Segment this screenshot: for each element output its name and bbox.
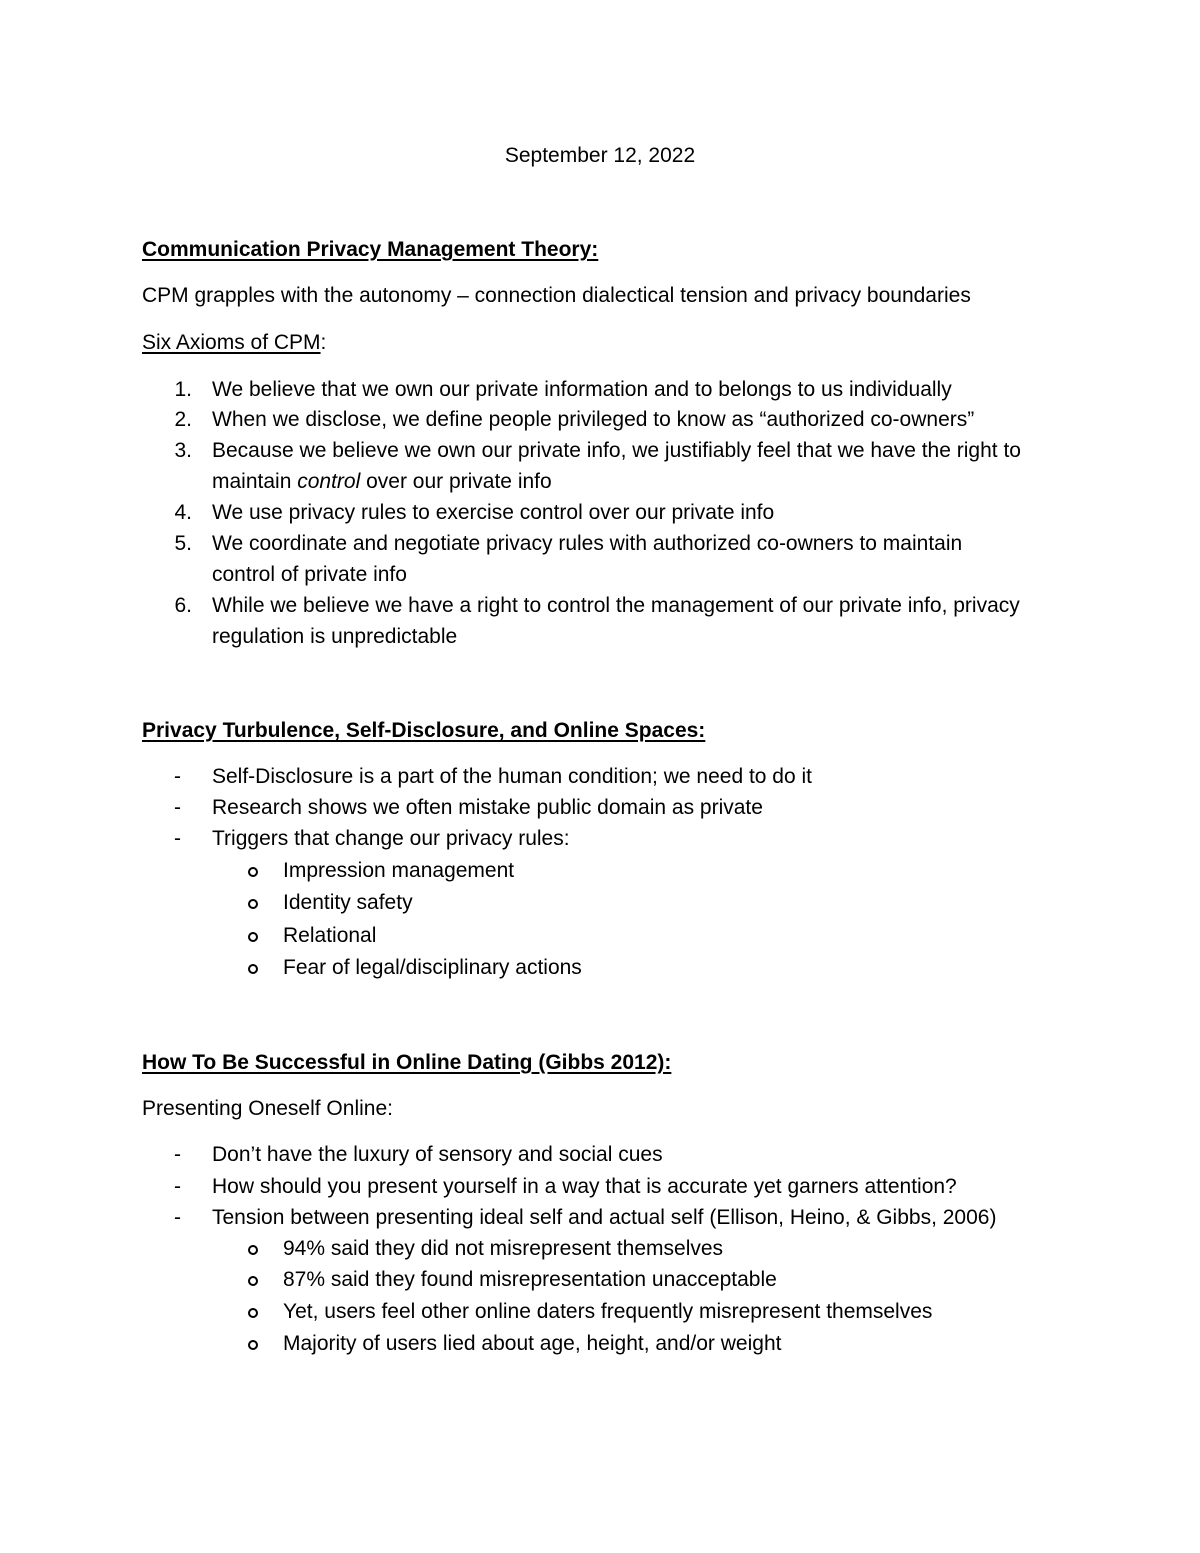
- axiom-text: While we believe we have a right to control the management of our private info, privacy: [212, 594, 1020, 617]
- axioms-label-colon: :: [320, 331, 327, 354]
- axiom-number: 4.: [174, 501, 192, 524]
- axiom-text-part: maintain: [212, 470, 298, 493]
- cpm-intro: CPM grapples with the autonomy – connection dialectical tension and privacy boundaries: [142, 284, 971, 307]
- bullet-text: How should you present yourself in a way that is accurate yet garners attention?: [212, 1175, 957, 1198]
- dash-bullet-icon: -: [174, 1175, 181, 1198]
- sub-bullet-text: 87% said they found misrepresentation unacceptable: [283, 1268, 777, 1291]
- axiom-number: 6.: [174, 594, 192, 617]
- document-date: September 12, 2022: [504, 144, 696, 167]
- circle-bullet-icon: [248, 899, 258, 909]
- sub-bullet-text: Yet, users feel other online daters frequently misrepresent themselves: [283, 1300, 933, 1323]
- dash-bullet-icon: -: [174, 827, 181, 850]
- axiom-number: 2.: [174, 408, 192, 431]
- bullet-text: Don’t have the luxury of sensory and social cues: [212, 1143, 663, 1166]
- dash-bullet-icon: -: [174, 765, 181, 788]
- sub-bullet-text: Majority of users lied about age, height, and/or weight: [283, 1332, 782, 1355]
- axiom-text-continued: control of private info: [212, 563, 407, 586]
- circle-bullet-icon: [248, 1308, 258, 1318]
- sub-bullet-text: Fear of legal/disciplinary actions: [283, 956, 582, 979]
- emphasis-control: control: [297, 470, 361, 493]
- axiom-text: When we disclose, we define people privileged to know as “authorized co-owners”: [212, 408, 975, 431]
- sub-bullet-text: Identity safety: [283, 891, 413, 914]
- axiom-text-continued: regulation is unpredictable: [212, 625, 458, 648]
- section-heading-online-dating: How To Be Successful in Online Dating (Gibbs 2012):: [142, 1051, 672, 1074]
- circle-bullet-icon: [248, 1276, 258, 1286]
- sub-bullet-text: Impression management: [283, 859, 515, 882]
- bullet-text: Research shows we often mistake public domain as private: [212, 796, 763, 819]
- axiom-number: 3.: [174, 439, 192, 462]
- subheading-presenting-oneself: Presenting Oneself Online:: [142, 1097, 393, 1120]
- circle-bullet-icon: [248, 1340, 258, 1350]
- dash-bullet-icon: -: [174, 796, 181, 819]
- axiom-text: We use privacy rules to exercise control over our private info: [212, 501, 775, 524]
- circle-bullet-icon: [248, 1245, 258, 1255]
- sub-bullet-text: Relational: [283, 924, 377, 947]
- bullet-text: Tension between presenting ideal self and actual self (Ellison, Heino, & Gibbs, 2006): [212, 1206, 997, 1229]
- axiom-text: Because we believe we own our private info, we justifiably feel that we have the right to: [212, 439, 1021, 462]
- section-heading-privacy-turbulence: Privacy Turbulence, Self-Disclosure, and Online Spaces:: [142, 719, 706, 742]
- bullet-text: Self-Disclosure is a part of the human condition; we need to do it: [212, 765, 812, 788]
- axiom-text-part: over our private info: [360, 470, 552, 493]
- bullet-text: Triggers that change our privacy rules:: [212, 827, 570, 850]
- axioms-label-text: Six Axioms of CPM: [142, 331, 321, 354]
- circle-bullet-icon: [248, 867, 258, 877]
- circle-bullet-icon: [248, 964, 258, 974]
- section-heading-cpm: Communication Privacy Management Theory:: [142, 238, 599, 261]
- axioms-label: [142, 330, 326, 356]
- axiom-number: 1.: [174, 378, 192, 401]
- axiom-text: We coordinate and negotiate privacy rules with authorized co-owners to maintain: [212, 532, 963, 555]
- circle-bullet-icon: [248, 932, 258, 942]
- sub-bullet-text: 94% said they did not misrepresent themselves: [283, 1237, 724, 1260]
- axiom-number: 5.: [174, 532, 192, 555]
- axiom-text: We believe that we own our private information and to belongs to us individually: [212, 378, 952, 401]
- dash-bullet-icon: -: [174, 1143, 181, 1166]
- axiom-text-continued: [212, 469, 552, 495]
- dash-bullet-icon: -: [174, 1206, 181, 1229]
